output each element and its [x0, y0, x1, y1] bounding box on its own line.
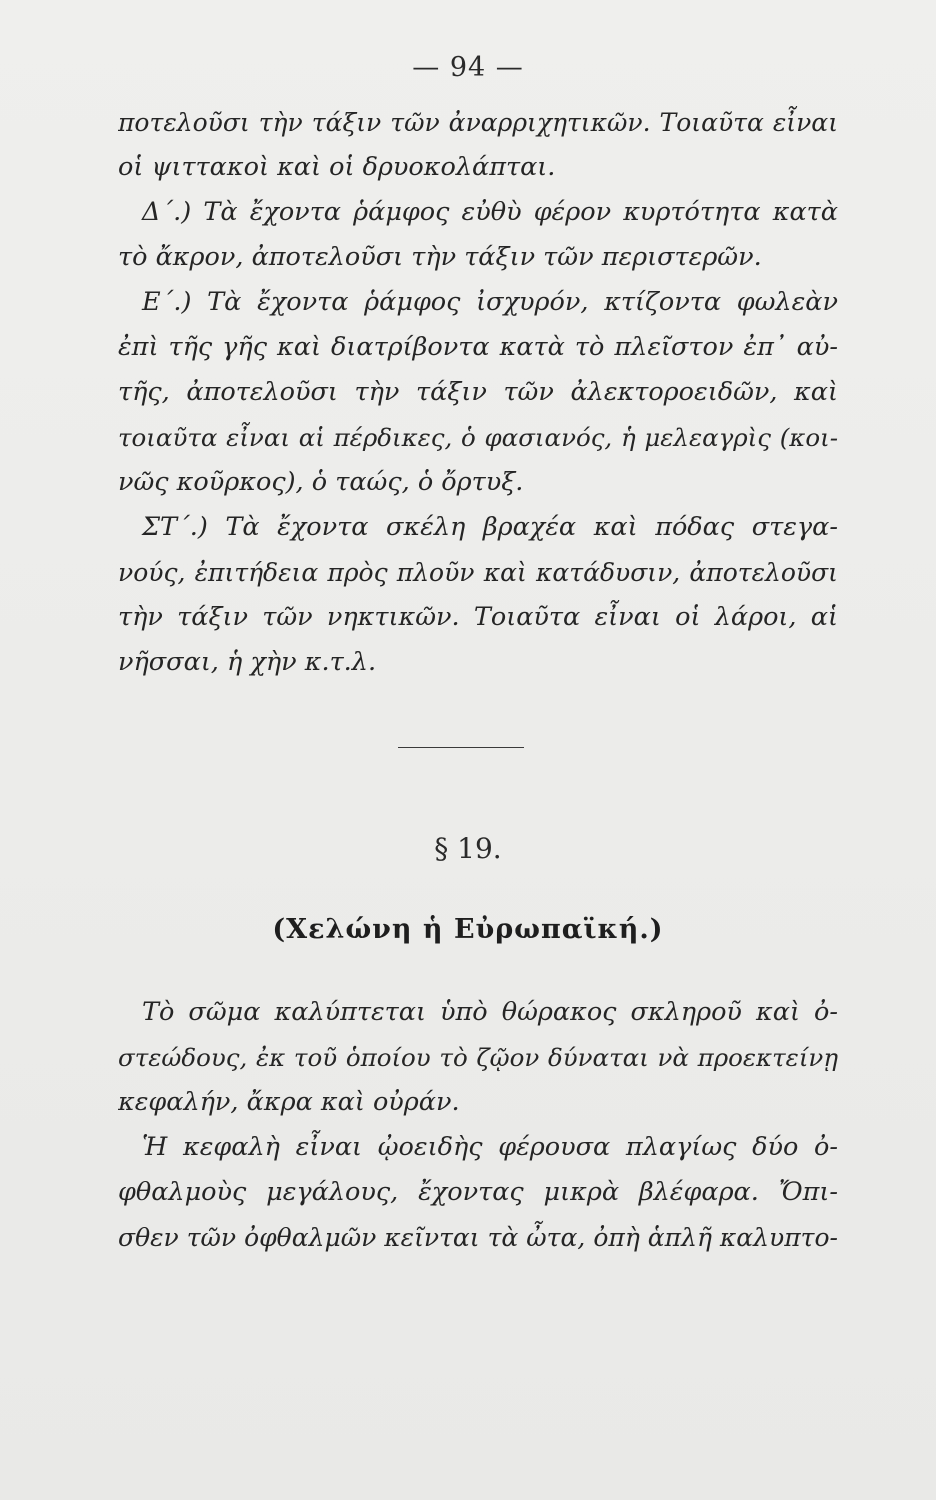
text-line: σθεν τῶν ὀφθαλμῶν κεῖνται τὰ ὦτα, ὀπὴ ἁπλῆ καλυπτο-	[118, 1223, 838, 1252]
text-line: νῆσσαι, ἡ χὴν κ.τ.λ.	[118, 647, 377, 677]
text-line: ΣΤ΄.) Τὰ ἔχοντα σκέλη βραχέα καὶ πόδας στεγα-	[142, 512, 838, 542]
text-line: κεφαλήν, ἄκρα καὶ οὐράν.	[118, 1087, 460, 1117]
text-line: Ἡ κεφαλὴ εἶναι ᾠοειδὴς φέρουσα πλαγίως δύο ὀ-	[142, 1132, 838, 1162]
text-line: στεώδους, ἐκ τοῦ ὁποίου τὸ ζῷον δύναται νὰ προεκτείνῃ	[118, 1043, 838, 1072]
section-divider	[398, 747, 524, 748]
text-block-turtle	[118, 990, 838, 1260]
text-line: οἱ ψιττακοὶ καὶ οἱ δρυοκολάπται.	[118, 152, 556, 182]
text-line: τοιαῦτα εἶναι αἱ πέρδικες, ὁ φασιανός, ἡ μελεαγρὶς (κοι-	[118, 423, 838, 452]
text-line: Τὸ σῶμα καλύπτεται ὑπὸ θώρακος σκληροῦ καὶ ὀ-	[142, 997, 838, 1027]
text-line: ἐπὶ τῆς γῆς καὶ διατρίβοντα κατὰ τὸ πλεῖστον ἐπ᾽ αὐ-	[118, 332, 838, 362]
text-line: τὸ ἄκρον, ἀποτελοῦσι τὴν τάξιν τῶν περιστερῶν.	[118, 242, 762, 272]
text-line: τὴν τάξιν τῶν νηκτικῶν. Τοιαῦτα εἶναι οἱ λάροι, αἱ	[118, 602, 838, 632]
page-number: — 94 —	[412, 52, 524, 83]
text-line: ποτελοῦσι τὴν τάξιν τῶν ἀναρριχητικῶν. Τοιαῦτα εἶναι	[118, 108, 838, 137]
text-line: νῶς κοῦρκος), ὁ ταώς, ὁ ὄρτυξ.	[118, 467, 524, 497]
text-block-birds	[118, 100, 838, 685]
text-line: Δ΄.) Τὰ ἔχοντα ῥάμφος εὐθὺ φέρον κυρτότητα κατὰ	[142, 197, 838, 227]
section-title: (Χελώνη ἡ Εὐρωπαϊκή.)	[272, 914, 664, 945]
text-line: φθαλμοὺς μεγάλους, ἔχοντας μικρὰ βλέφαρα. Ὄπι-	[118, 1177, 838, 1207]
text-line: Ε΄.) Τὰ ἔχοντα ῥάμφος ἰσχυρόν, κτίζοντα φωλεὰν	[142, 287, 838, 317]
text-line: τῆς, ἀποτελοῦσι τὴν τάξιν τῶν ἀλεκτοροειδῶν, καὶ	[118, 377, 838, 407]
text-line: νούς, ἐπιτήδεια πρὸς πλοῦν καὶ κατάδυσιν, ἀποτελοῦσι	[118, 558, 838, 587]
section-number: § 19.	[434, 832, 502, 865]
